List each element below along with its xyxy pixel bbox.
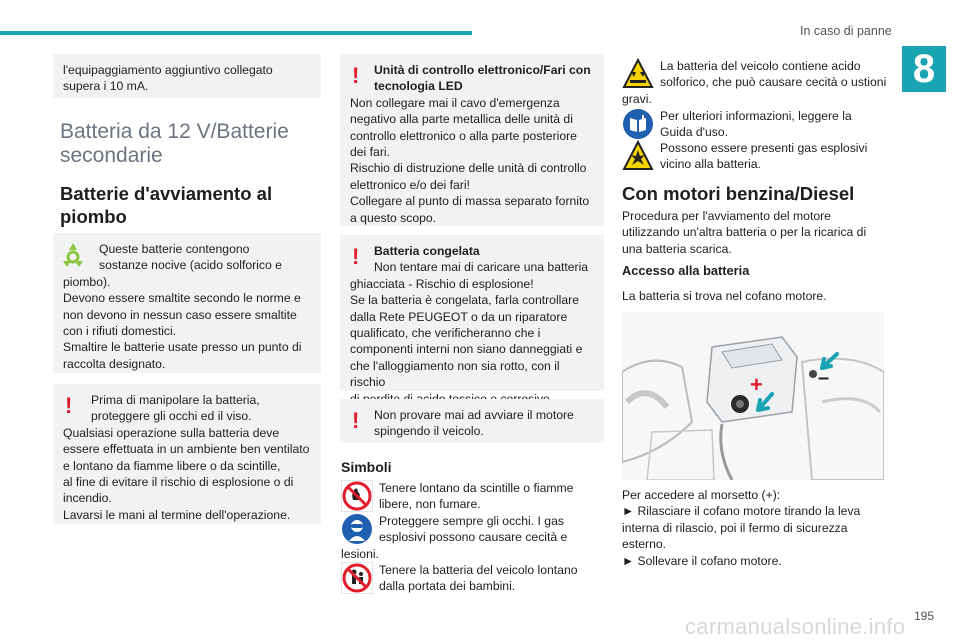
paragraph-line: Per accedere al morsetto (+): [622,488,781,502]
symbol-text [622,58,892,107]
box-line: Se la batteria è congelata, farla controllare [350,293,579,308]
header-accent-bar [0,31,472,35]
symbols-title: Simboli [341,459,392,475]
step-line: ► Rilasciare il cofano motore tirando la leva [622,504,861,519]
symbol-text [660,108,890,141]
symbol-line: lesioni. [341,546,379,561]
box-line: qualificato, che verificheranno che i [350,326,541,341]
box-line: controllo elettronico o alla parte posteriore [350,128,577,143]
symbol-line: Possono essere presenti gas esplosivi [660,141,868,155]
explosive-gas-icon [622,140,654,172]
warning-box-frozen [340,235,604,391]
warning-icon: ! [352,408,360,433]
box-line: Qualsiasi operazione sulla batteria deve [63,425,280,440]
symbol-line: dalla portata dei bambini. [379,579,516,594]
box-line: supera i 10 mA. [63,79,149,94]
box-line: raccolta designato. [63,356,166,371]
symbol-line: Guida d'uso. [660,125,729,140]
warning-box-battery [53,384,321,524]
box-line: con i rifiuti domestici. [63,324,177,339]
keep-away-children-icon [341,562,373,594]
box-heading: Unità di controllo elettronico/Fari con [374,63,591,77]
chapter-badge: 8 [902,46,946,92]
access-title: Accesso alla batteria [622,263,750,278]
subsection-title-line: Batterie d'avviamento al [60,183,273,204]
box-line: a questo scopo. [350,210,437,225]
subsection-title-line: piombo [60,206,127,227]
symbol-line: vicino alla batteria. [660,157,761,172]
symbol-line: esplosivi possono causare cecità e [379,530,568,545]
paragraph-line: una batteria scarica. [622,241,732,256]
footer-watermark: carmanualsonline.info [685,614,906,639]
symbol-text [660,140,890,173]
recycle-box [53,233,321,373]
warning-icon: ! [65,393,73,418]
symbol-line: Proteggere sempre gli occhi. I gas [379,514,564,528]
section-title-engines: Con motori benzina/Diesel [622,183,855,204]
symbol-text [379,562,609,595]
box-line: Non tentare mai di caricare una batteria [374,260,589,275]
box-line: al fine di evitare il rischio di esplosione o di [63,475,294,490]
section-title-line: secondarie [60,144,163,167]
engine-bay-illustration [622,312,884,480]
plus-terminal-label: + [750,372,763,397]
box-line: proteggere gli occhi ed il viso. [91,409,252,424]
box-line: Rischio di distruzione delle unità di controllo [350,161,587,176]
box-line: Queste batterie contengono [99,242,250,256]
page-number: 195 [914,609,935,623]
box-line: Devono essere smaltite secondo le norme e [63,291,301,306]
box-line: Smaltire le batterie usate presso un punto di [63,340,302,355]
symbol-line: Per ulteriori informazioni, leggere la [660,109,852,123]
box-line: piombo). [63,274,111,289]
access-text: La batteria si trova nel cofano motore. [622,289,827,303]
paragraph-line: Procedura per l'avviamento del motore [622,209,831,223]
minus-terminal-label: – [818,367,830,389]
box-line: Non collegare mai il cavo d'emergenza [350,95,560,110]
warning-icon: ! [352,63,360,88]
warning-box-push [340,399,604,443]
box-line: componenti interni non siano danneggiati e [350,342,583,357]
box-line: spingendo il veicolo. [374,424,484,439]
box-line: non devono in nessun caso essere smaltite [63,307,297,322]
box-line: essere effettuata in un ambiente ben ventilato [63,442,310,457]
box-line: sostanze nocive (acido solforico e [99,258,282,273]
box-line: Collegare al punto di massa separato fornito [350,194,590,209]
warning-box-ecu [340,54,604,226]
step-line: ► Sollevare il cofano motore. [622,553,782,568]
symbol-line: La batteria del veicolo contiene acido [660,59,861,73]
intro-paragraph [622,208,892,257]
symbol-line: libere, non fumare. [379,497,481,512]
box-line: incendio. [63,491,112,506]
box-line: e lontano da fiamme libere o da scintille, [63,458,281,473]
box-line: dei fari. [350,145,390,160]
box-heading: Batteria congelata [374,244,480,258]
box-line: elettronico e/o dei fari! [350,177,470,192]
box-line: Non provare mai ad avviare il motore [374,408,574,422]
section-title-line: Batteria da 12 V/Batterie [60,120,289,143]
steps-paragraph [622,487,892,569]
symbol-line: gravi. [622,91,652,106]
subsection-title [60,182,330,228]
symbol-line: solforico, che può causare cecità o ustioni [660,75,887,90]
box-line: che l'alloggiamento non sia rotto, con il rischio [350,358,560,390]
box-line: negativo alla parte metallica delle unità di [350,112,573,127]
symbol-text [341,513,609,562]
read-manual-icon [622,108,654,140]
section-title [60,120,330,168]
recycle-icon [59,241,87,269]
header-title: In caso di panne [800,24,892,38]
box-heading: tecnologia LED [374,79,463,94]
info-box-top [53,54,321,98]
paragraph-line: utilizzando un'altra batteria o per la ricarica di [622,225,867,240]
symbol-line: Tenere lontano da scintille o fiamme [379,481,574,495]
warning-icon: ! [352,244,360,269]
symbol-line: Tenere la batteria del veicolo lontano [379,563,578,577]
box-line: l'equipaggiamento aggiuntivo collegato [63,63,273,77]
symbol-text [379,480,609,513]
step-line: esterno. [622,537,667,552]
step-line: interna di rilascio, poi il fermo di sicurezza [622,520,848,535]
no-fire-icon [341,480,373,512]
box-line: ghiacciata - Rischio di esplosione! [350,276,534,291]
box-line: dalla Rete PEUGEOT o da un riparatore [350,309,568,324]
box-line: Prima di manipolare la batteria, [91,393,260,407]
box-line: Lavarsi le mani al termine dell'operazione. [63,507,291,522]
